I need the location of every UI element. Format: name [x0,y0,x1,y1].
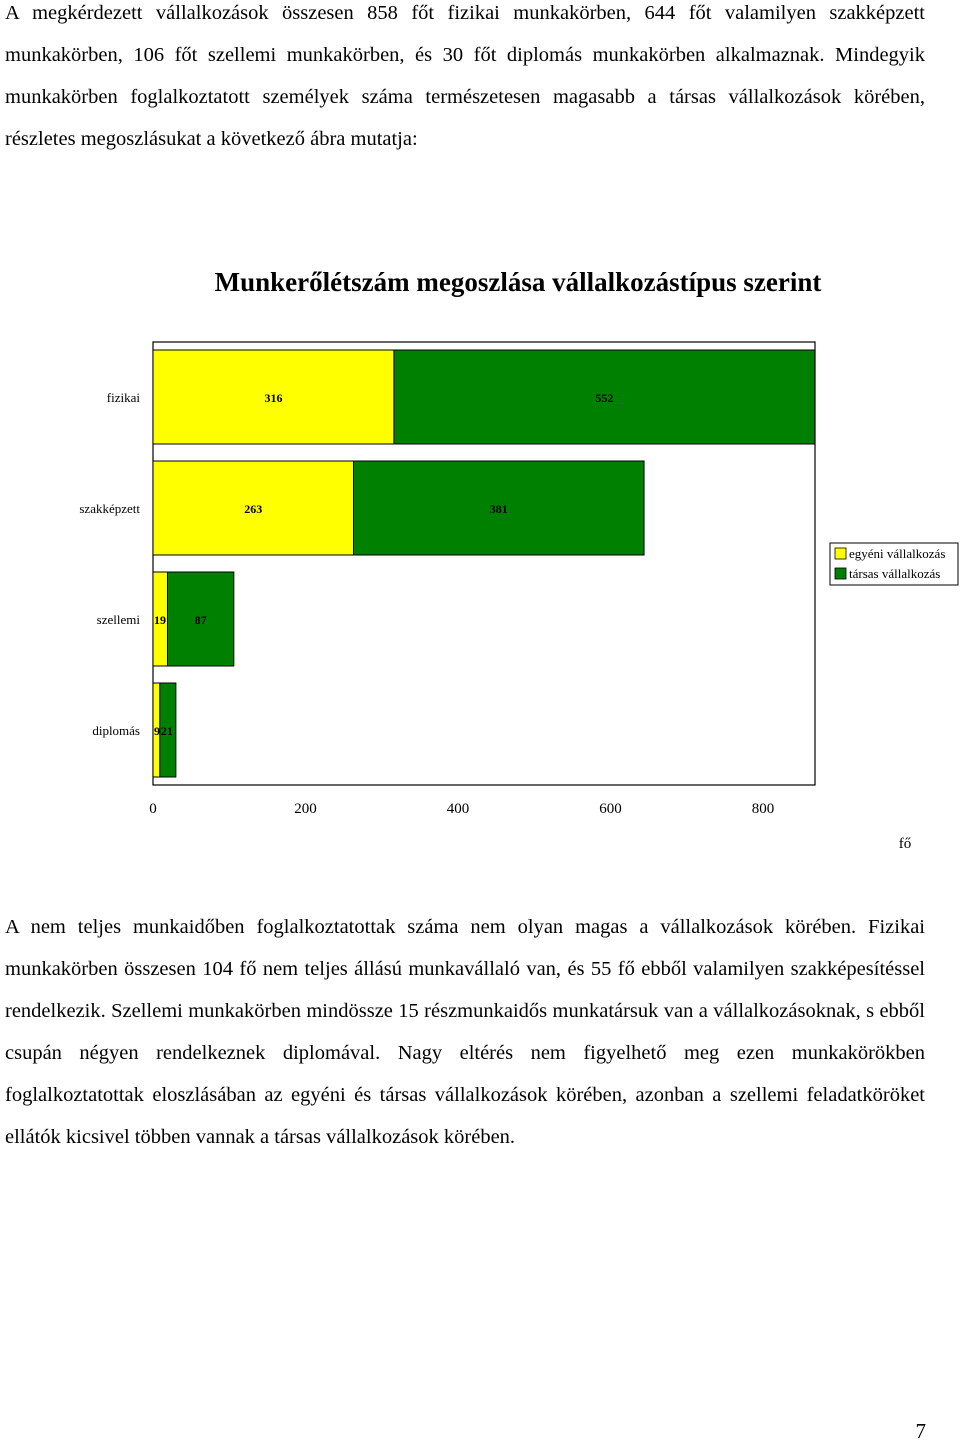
data-label: 87 [194,613,207,627]
data-label: 21 [160,724,173,738]
x-tick-label: 200 [294,801,317,817]
data-label: 263 [244,502,263,516]
legend-label-tarsas: társas vállalkozás [849,566,941,581]
data-label: 9 [154,724,160,738]
chart-title: Munkerőlétszám megoszlása vállalkozástípus szerint [214,267,822,297]
followup-paragraph: A nem teljes munkaidőben foglalkoztatottak száma nem olyan magas a vállalkozások körében. Fizikai munkakörben összesen 104 fő nem teljes állású munkavállaló van, és 55 fő ebből valamilyen szakképesítéssel rendelkezik. Szellemi munkakörben mindössze 15 részmunkaidős munkatársuk van a vállalkozásoknak, s ebből csupán négyen rendelkeznek diplomával. Nagy eltérés nem figyelhető meg ezen munkakörökben foglalkoztatottak eloszlásában az egyéni és társas vállalkozások körében, azonban a szellemi feladatköröket ellátók kicsivel többen vannak a társas vállalkozások körében. [5,916,925,1148]
bar-chart [0,330,960,870]
intro-paragraph: A megkérdezett vállalkozások összesen 858 főt fizikai munkakörben, 644 főt valamilyen szakképzett munkakörben, 106 főt szellemi munkakörben, és 30 főt diplomás munkakörben alkalmaznak. Mindegyik munkakörben foglalkoztatott személyek száma természetesen magasabb a társas vállalkozások körében, részletes megoszlásukat a következő ábra mutatja: [5,2,925,150]
category-label: diplomás [92,723,140,738]
x-tick-label: 0 [149,801,157,817]
page-number: 7 [915,1419,926,1443]
x-tick-label: 800 [751,801,775,817]
legend-swatch-tarsas [835,568,846,579]
x-tick-label: 400 [446,801,470,817]
x-tick-label: 600 [599,801,622,817]
category-label: fizikai [106,390,140,405]
data-label: 552 [595,391,614,405]
data-label: 316 [264,391,283,405]
category-label: szellemi [96,612,140,627]
category-label: szakképzett [79,501,140,516]
legend-swatch-egyeni [835,548,846,559]
chart-legend [830,543,958,585]
legend-label-egyeni: egyéni vállalkozás [849,546,946,561]
data-label: 19 [154,613,166,627]
x-axis-title: fő [898,836,912,852]
data-label: 381 [489,502,508,516]
